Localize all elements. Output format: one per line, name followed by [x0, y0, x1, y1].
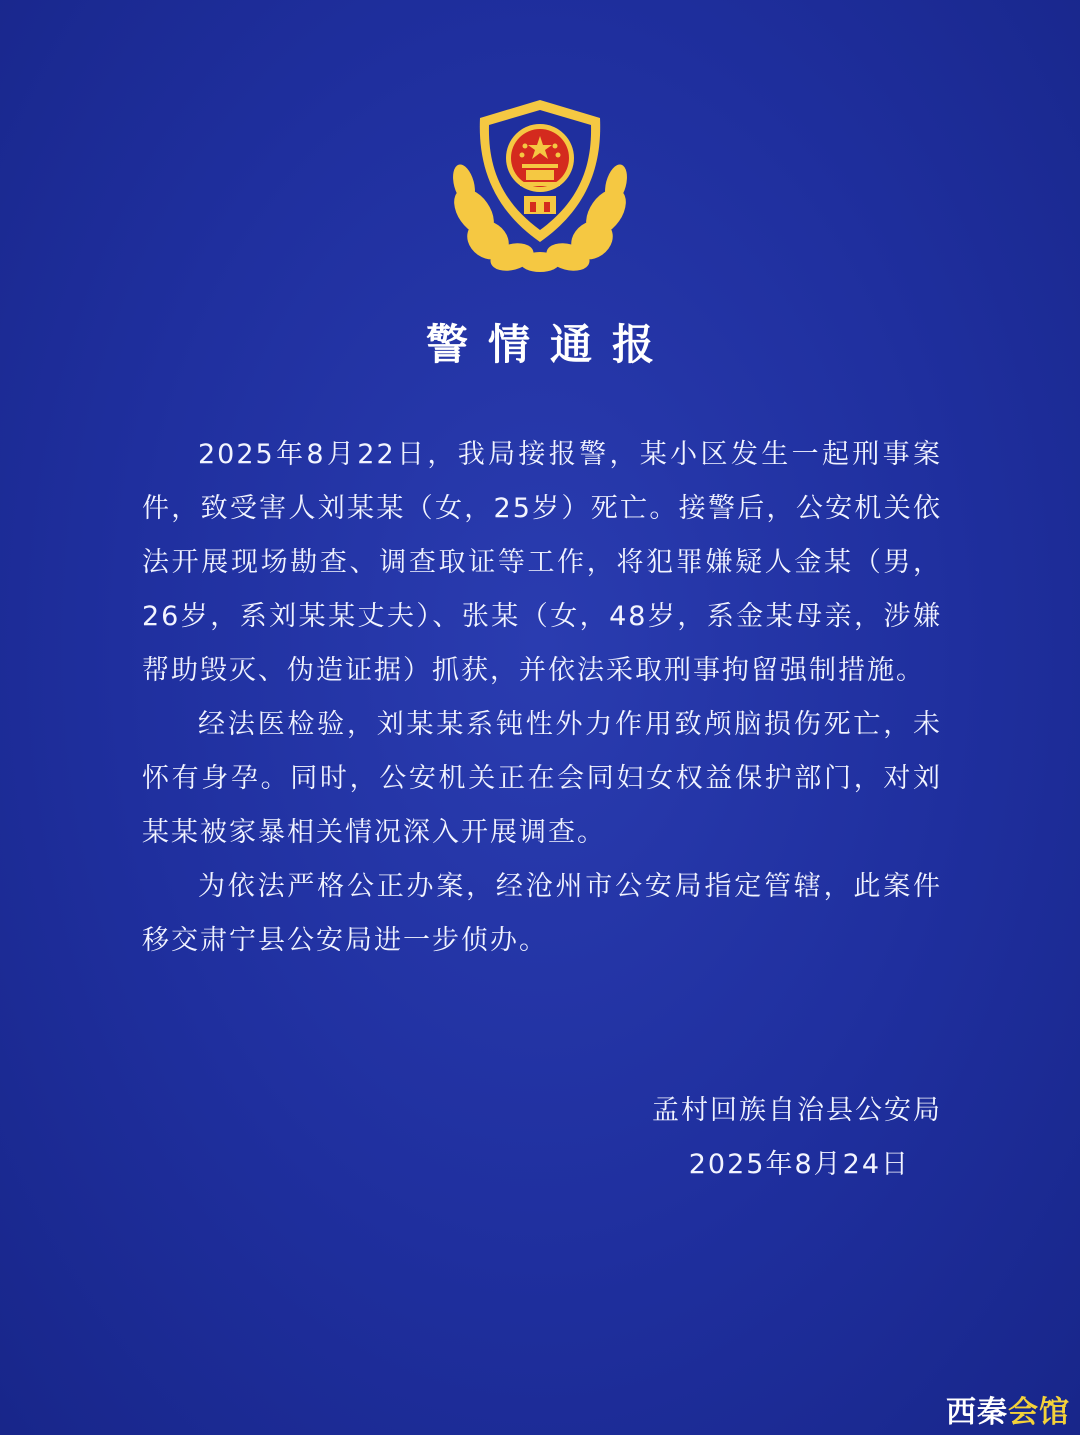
notice-title: 警情通报: [425, 320, 674, 369]
watermark-part-1: 西秦: [946, 1395, 1008, 1430]
notice-paragraph-1: 2025年8月22日，我局接报警，某小区发生一起刑事案件，致受害人刘某某（女，25岁）死亡。接警后，公安机关依法开展现场勘查、调查取证等工作，将犯罪嫌疑人金某（男，26岁，系刘某某丈夫）、张某（女，48岁，系金某母亲，涉嫌帮助毁灭、伪造证据）抓获，并依法采取刑事拘留强制措施。: [142, 439, 942, 686]
notice-body: [142, 428, 942, 968]
watermark-logo: [946, 1387, 1070, 1431]
watermark-part-2: 会馆: [1008, 1395, 1070, 1430]
police-badge-icon: [450, 92, 630, 272]
issue-date: 2025年8月24日: [688, 1149, 910, 1180]
issuer-name: 孟村回族自治县公安局: [652, 1095, 942, 1126]
notice-paragraph-3: 为依法严格公正办案，经沧州市公安局指定管辖，此案件移交肃宁县公安局进一步侦办。: [142, 871, 942, 956]
notice-paragraph-2: 经法医检验，刘某某系钝性外力作用致颅脑损伤死亡，未怀有身孕。同时，公安机关正在会同妇女权益保护部门，对刘某某被家暴相关情况深入开展调查。: [142, 709, 942, 848]
notice-signature: [652, 1084, 942, 1192]
